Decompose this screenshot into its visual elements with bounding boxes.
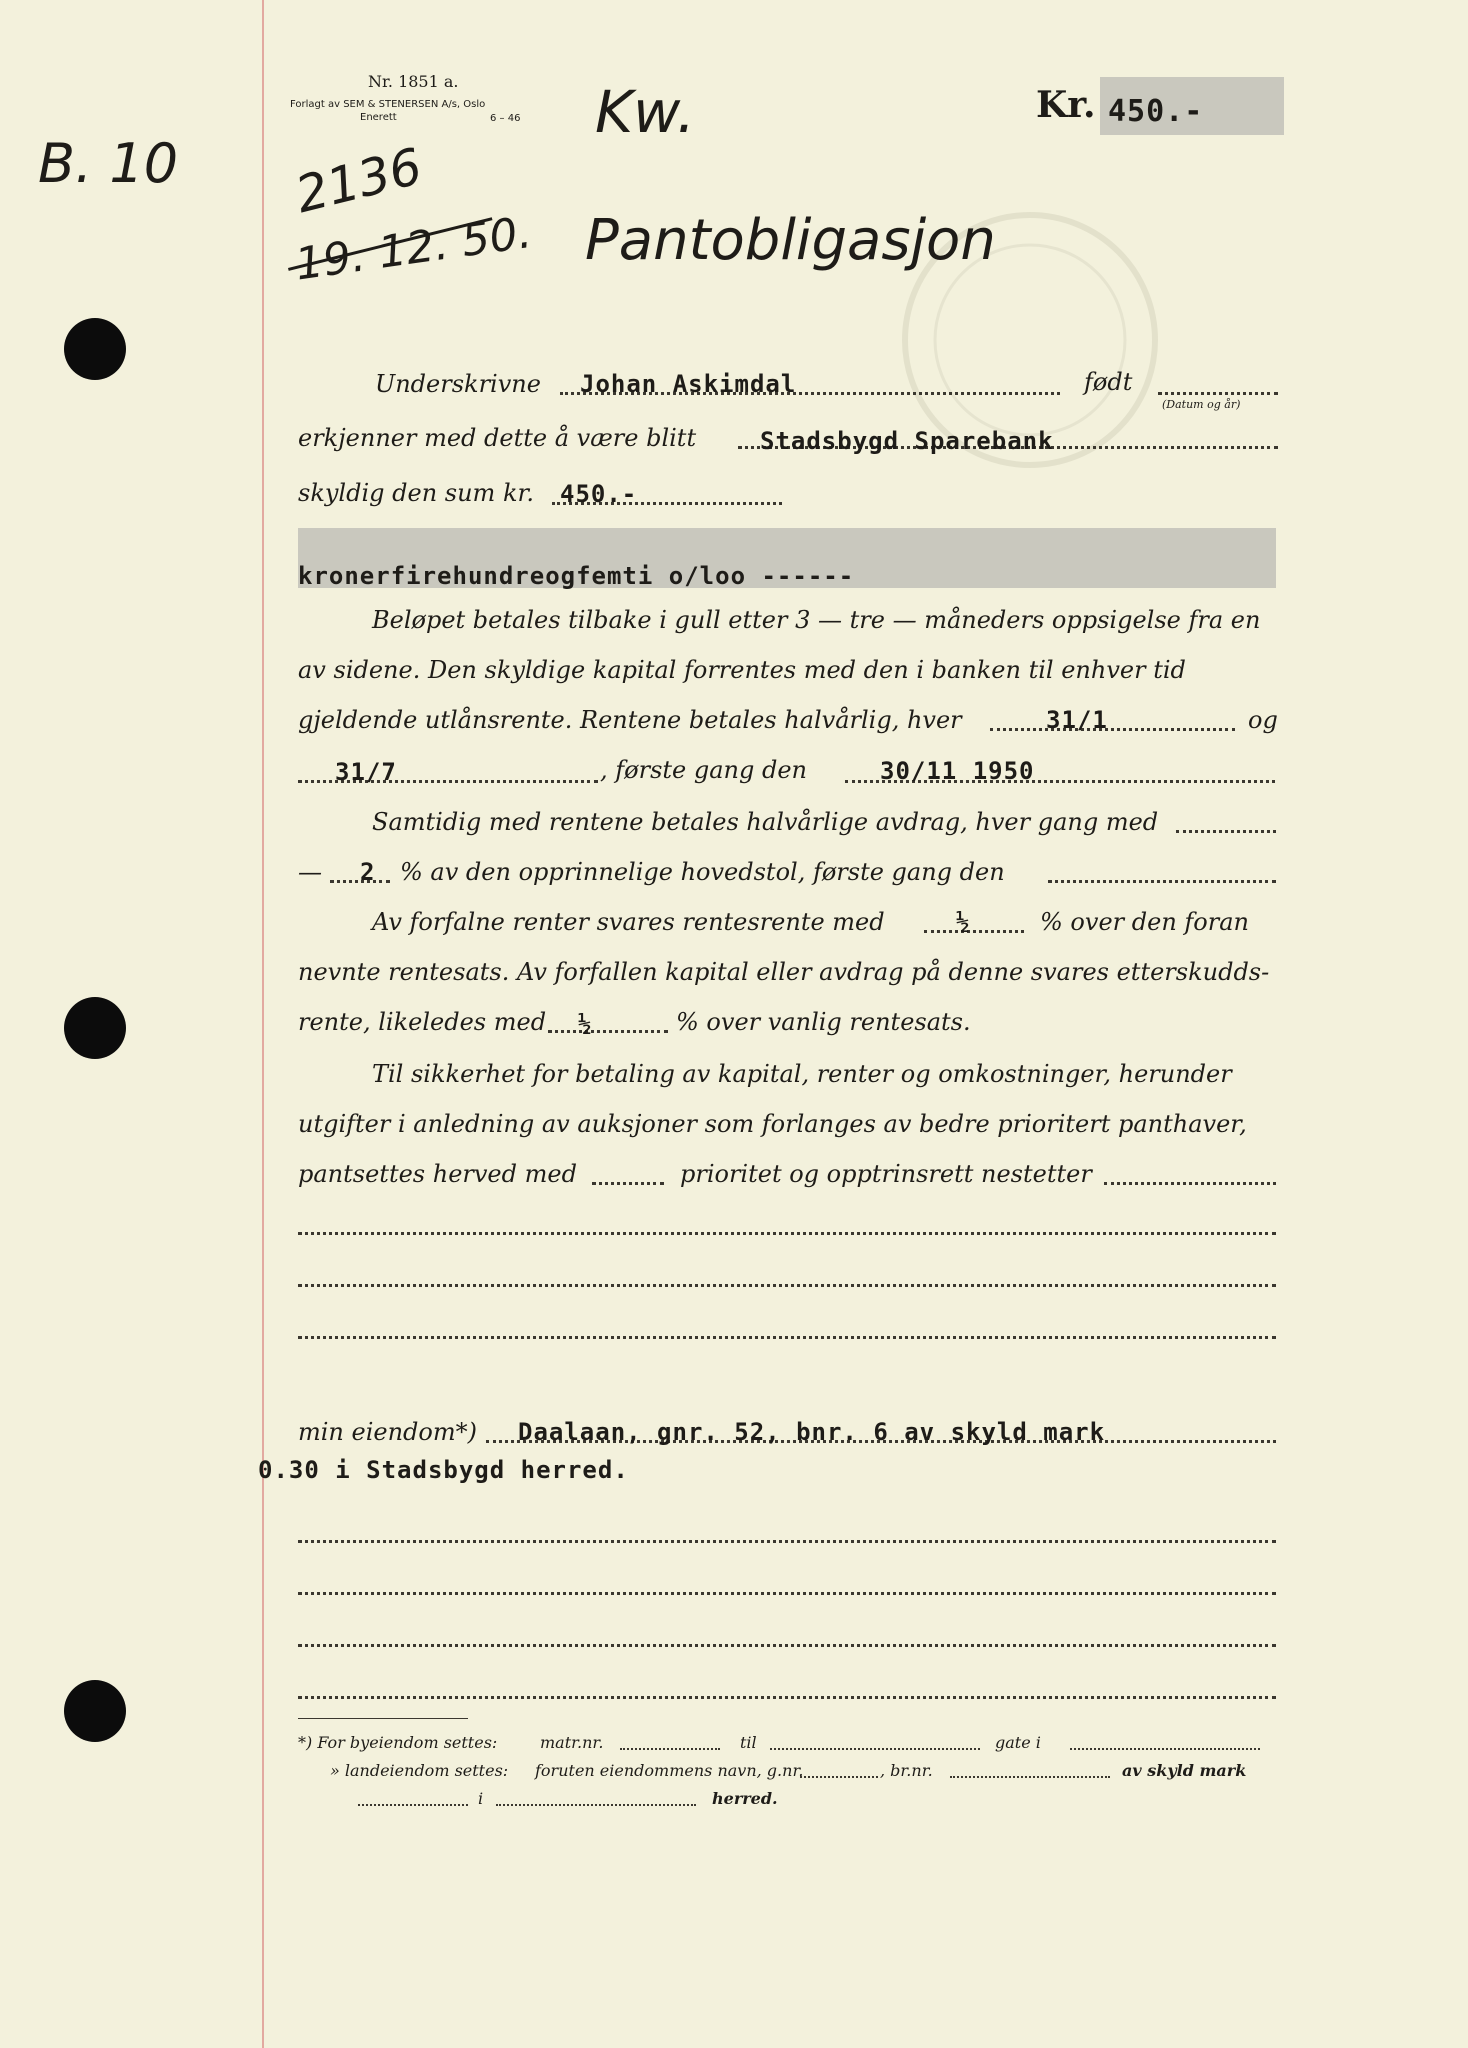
p3-line1a: Av forfalne renter svares rentesrente med bbox=[372, 908, 885, 936]
fill-line bbox=[800, 1776, 878, 1778]
fill-line bbox=[298, 1284, 1276, 1287]
punch-hole bbox=[64, 997, 126, 1059]
footnote-1a: *) For byeiendom settes: bbox=[298, 1733, 498, 1752]
first-date: 30/11 1950 bbox=[880, 757, 1035, 785]
p3-line2: nevnte rentesats. Av forfallen kapital eller avdrag på denne svares etterskudds- bbox=[298, 958, 1270, 986]
footnote-2b: foruten eiendommens navn, g.nr. bbox=[535, 1761, 804, 1780]
footnote-2d: av skyld mark bbox=[1122, 1761, 1247, 1780]
footnote-1c: til bbox=[740, 1733, 757, 1752]
fill-line bbox=[1104, 1182, 1276, 1185]
label-underskrivne: Underskrivne bbox=[375, 370, 541, 398]
footnote-1d: gate i bbox=[995, 1733, 1041, 1752]
creditor-name: Stadsbygd Sparebank bbox=[760, 427, 1054, 455]
p4-line3a: pantsettes herved med bbox=[298, 1160, 577, 1188]
form-number: Nr. 1851 a. bbox=[368, 72, 459, 91]
footnote-2c: , br.nr. bbox=[880, 1761, 933, 1780]
footnote-3b: herred. bbox=[712, 1789, 778, 1808]
term-1: 31/1 bbox=[1046, 706, 1108, 734]
dash: — bbox=[298, 858, 322, 886]
label-skyldig: skyldig den sum kr. bbox=[298, 479, 534, 507]
fill-line bbox=[298, 1232, 1276, 1235]
amount-label: Kr. bbox=[1036, 84, 1096, 126]
journal-date: 19. 12. 50. bbox=[292, 206, 535, 291]
term-2: 31/7 bbox=[335, 758, 397, 786]
p2-line2: % av den opprinnelige hovedstol, første gang den bbox=[400, 858, 1005, 886]
label-erkjenner: erkjenner med dette å være blitt bbox=[298, 424, 697, 452]
footnote-2a: » landeiendom settes: bbox=[330, 1761, 509, 1780]
p4-line1: Til sikkerhet for betaling av kapital, renter og omkostninger, herunder bbox=[372, 1060, 1232, 1088]
p4-line2: utgifter i anledning av auksjoner som forlanges av bedre prioritert panthaver, bbox=[298, 1110, 1247, 1138]
debtor-name: Johan Askimdal bbox=[580, 370, 797, 398]
label-fodt: født bbox=[1084, 368, 1133, 396]
installment-pct: 2 bbox=[360, 858, 376, 886]
margin-note: B. 10 bbox=[38, 132, 179, 195]
fill-line bbox=[770, 1748, 980, 1750]
p4-line3b: prioritet og opptrinsrett nestetter bbox=[680, 1160, 1092, 1188]
property-line1: Daalaan, gnr. 52, bnr. 6 av skyld mark bbox=[518, 1418, 1106, 1446]
footnote-1b: matr.nr. bbox=[540, 1733, 604, 1752]
footnote-separator bbox=[298, 1718, 468, 1719]
fill-line bbox=[1048, 880, 1276, 883]
punch-hole bbox=[64, 1680, 126, 1742]
p1-line1: Beløpet betales tilbake i gull etter 3 — tre — måneders oppsigelse fra en bbox=[372, 606, 1261, 634]
initials: Kw. bbox=[595, 78, 696, 146]
label-property: min eiendom*) bbox=[298, 1418, 477, 1446]
document-title: Pantobligasjon bbox=[585, 208, 996, 273]
publisher-line: Forlagt av SEM & STENERSEN A/s, Oslo bbox=[290, 99, 486, 110]
fill-line bbox=[1176, 830, 1276, 833]
fill-line bbox=[950, 1776, 1110, 1778]
p3-line3a: rente, likeledes med bbox=[298, 1008, 547, 1036]
fill-line bbox=[298, 1592, 1276, 1595]
fill-line bbox=[990, 728, 1235, 731]
fill-line bbox=[298, 1540, 1276, 1543]
fill-line bbox=[1158, 392, 1278, 395]
fill-line bbox=[620, 1748, 720, 1750]
publisher-code: 6 – 46 bbox=[490, 113, 521, 124]
label-first-time: , første gang den bbox=[600, 756, 807, 784]
p3-line3b: % over vanlig rentesats. bbox=[676, 1008, 971, 1036]
late-pct: ½ bbox=[578, 1012, 593, 1037]
journal-number: 2136 bbox=[290, 137, 428, 225]
sum-words: kronerfirehundreogfemti o/loo ------ bbox=[298, 562, 855, 590]
penalty-pct: ½ bbox=[956, 910, 971, 935]
fill-line bbox=[496, 1804, 696, 1806]
fill-line bbox=[548, 1030, 668, 1033]
footnote-3a: i bbox=[478, 1789, 484, 1808]
p3-line1b: % over den foran bbox=[1040, 908, 1249, 936]
fill-line bbox=[592, 1182, 664, 1185]
property-line2: 0.30 i Stadsbygd herred. bbox=[258, 1456, 629, 1484]
p1-line3: gjeldende utlånsrente. Rentene betales halvårlig, hver bbox=[298, 706, 962, 734]
amount-value: 450.- bbox=[1108, 94, 1204, 129]
born-note: (Datum og år) bbox=[1162, 398, 1241, 411]
publisher-enerett: Enerett bbox=[360, 112, 397, 123]
fill-line bbox=[924, 930, 1024, 933]
punch-hole bbox=[64, 318, 126, 380]
p1-line2: av sidene. Den skyldige kapital forrentes med den i banken til enhver tid bbox=[298, 656, 1186, 684]
margin-line bbox=[262, 0, 264, 2048]
sum-value: 450.- bbox=[560, 480, 638, 508]
fill-line bbox=[298, 1336, 1276, 1339]
fill-line bbox=[298, 1696, 1276, 1699]
p2-line1: Samtidig med rentene betales halvårlige avdrag, hver gang med bbox=[372, 808, 1159, 836]
fill-line bbox=[298, 1644, 1276, 1647]
label-og: og bbox=[1248, 706, 1278, 734]
fill-line bbox=[358, 1804, 468, 1806]
fill-line bbox=[1070, 1748, 1260, 1750]
